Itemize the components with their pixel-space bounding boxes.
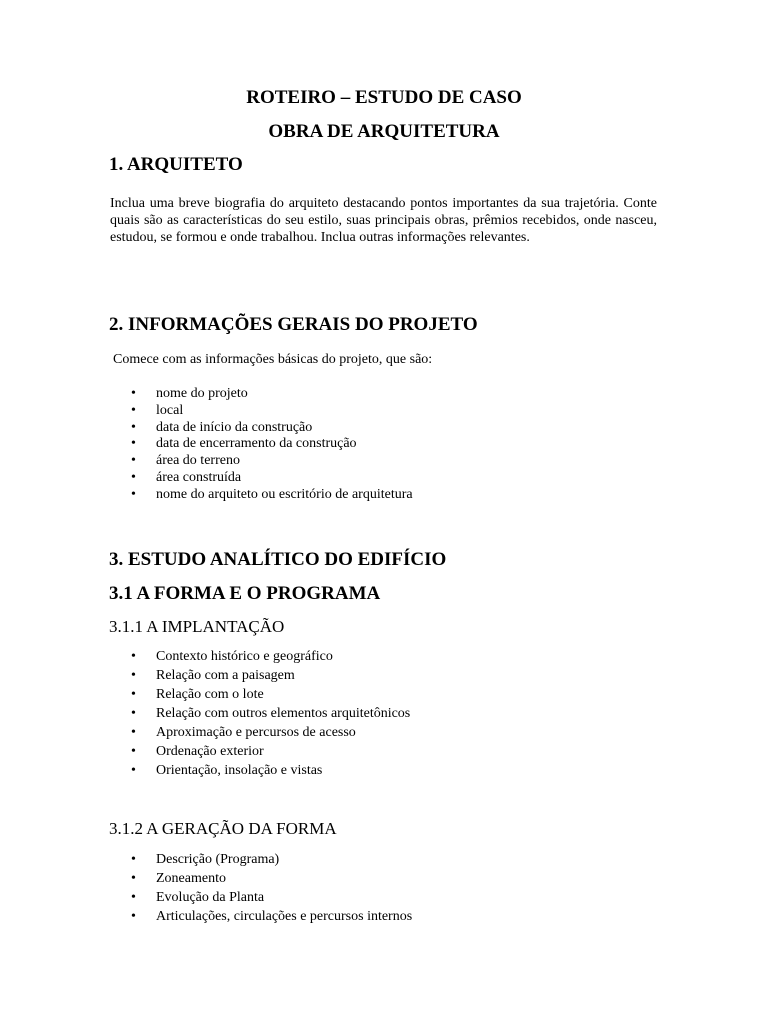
list-item: • Orientação, insolação e vistas [0, 761, 410, 780]
section-3-1-1-heading: 3.1.1 A IMPLANTAÇÃO [109, 617, 285, 636]
list-item: • Contexto histórico e geográfico [0, 647, 410, 666]
list-item: • Relação com o lote [0, 685, 410, 704]
list-item: • área construída [0, 470, 413, 487]
list-item: • data de encerramento da construção [0, 436, 413, 453]
section-1-paragraph: Inclua uma breve biografia do arquiteto destacando pontos importantes da sua trajetória. Conte quais são as características do seu estilo, suas principais obras, prêmios recebidos, onde nasceu, estudou, se formou e onde trabalhou. Inclua outras informações relevantes. [110, 196, 657, 245]
project-info-list [0, 386, 413, 504]
section-3-1-heading: 3.1 A FORMA E O PROGRAMA [109, 583, 381, 604]
implantation-list [0, 647, 410, 780]
list-item: • Relação com outros elementos arquitetônicos [0, 704, 410, 723]
list-item: • data de início da construção [0, 420, 413, 437]
list-item: • nome do arquiteto ou escritório de arquitetura [0, 487, 413, 504]
section-2-heading: 2. INFORMAÇÕES GERAIS DO PROJETO [109, 314, 478, 335]
list-item: • área do terreno [0, 453, 413, 470]
section-3-heading: 3. ESTUDO ANALÍTICO DO EDIFÍCIO [109, 549, 447, 570]
section-1-heading: 1. ARQUITETO [109, 154, 243, 175]
form-generation-list [0, 850, 412, 926]
list-item: • Descrição (Programa) [0, 850, 412, 869]
document-subtitle: OBRA DE ARQUITETURA [268, 121, 500, 142]
section-3-1-2-heading: 3.1.2 A GERAÇÃO DA FORMA [109, 819, 337, 838]
document-title: ROTEIRO – ESTUDO DE CASO [246, 87, 522, 108]
list-item: • Aproximação e percursos de acesso [0, 723, 410, 742]
section-2-intro: Comece com as informações básicas do projeto, que são: [113, 352, 433, 367]
list-item: • Ordenação exterior [0, 742, 410, 761]
list-item: • local [0, 403, 413, 420]
list-item: • nome do projeto [0, 386, 413, 403]
list-item: • Relação com a paisagem [0, 666, 410, 685]
list-item: • Evolução da Planta [0, 888, 412, 907]
list-item: • Zoneamento [0, 869, 412, 888]
list-item: • Articulações, circulações e percursos internos [0, 907, 412, 926]
